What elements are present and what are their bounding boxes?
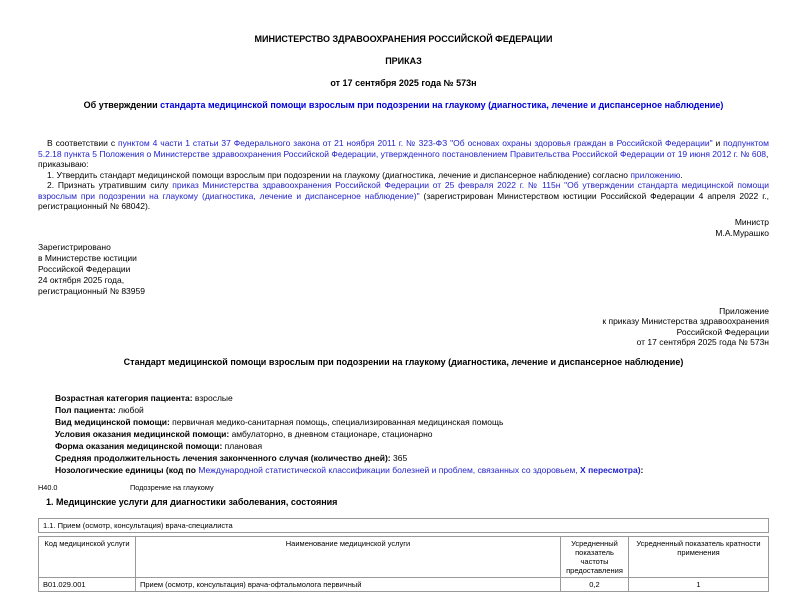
registration-line: Российской Федерации bbox=[38, 263, 131, 274]
appendix-line: Приложение bbox=[719, 305, 769, 316]
attribute-care-conditions bbox=[55, 428, 769, 440]
order-item-2 bbox=[38, 180, 769, 212]
regulation-link[interactable]: подпунктом 5.2.18 пункта 5 Положения о Министерстве здравоохранения Российской Федерации, утвержденного постановлением Правительства Российской Федерации от 19 июня 2012 г. № 608 bbox=[38, 138, 770, 159]
doc-title-link[interactable]: стандарта медицинской помощи взрослым при подозрении на глаукому (диагностика, лечение и диспансерное наблюдение) bbox=[160, 100, 724, 110]
attribute-sex bbox=[55, 404, 769, 416]
attribute-age-category bbox=[55, 392, 769, 404]
order-item-1-text: 1. Утвердить стандарт медицинской помощи взрослым при подозрении на глаукому (диагностика, лечение и диспансерное наблюдение) согласно bbox=[47, 169, 631, 180]
cell-frequency: 0,2 bbox=[561, 577, 629, 591]
icd-code-row bbox=[38, 483, 769, 492]
registration-line: 24 октября 2025 года, bbox=[38, 274, 125, 285]
registration-line: в Министерстве юстиции bbox=[38, 252, 137, 263]
ministry-name: МИНИСТЕРСТВО ЗДРАВООХРАНЕНИЯ РОССИЙСКОЙ ФЕДЕРАЦИИ bbox=[254, 34, 553, 44]
doc-title bbox=[38, 100, 769, 111]
standard-attributes bbox=[55, 392, 769, 476]
attribute-value: первичная медико-санитарная помощь, специализированная медицинская помощь bbox=[169, 416, 504, 427]
attribute-label: Средняя продолжительность лечения законченного случая (количество дней): bbox=[55, 452, 391, 463]
icd-code: H40.0 bbox=[38, 482, 58, 492]
registration-line: регистрационный № 83959 bbox=[38, 285, 145, 296]
attribute-label: Возрастная категория пациента: bbox=[55, 392, 193, 403]
preamble-text-1: В соответствии с bbox=[47, 138, 118, 148]
appendix-line: Российской Федерации bbox=[676, 326, 769, 337]
attribute-value: взрослые bbox=[192, 392, 233, 403]
column-header-service-code: Код медицинской услуги bbox=[39, 536, 136, 577]
attribute-value: любой bbox=[115, 404, 144, 415]
attribute-value: 365 bbox=[390, 452, 408, 463]
order-item-1-tail: . bbox=[680, 169, 683, 180]
order-item-2-tail: (зарегистрирован Министерством юстиции Российской Федерации 4 апреля 2022 г., регистрационный № 68042). bbox=[38, 190, 769, 211]
column-header-multiplicity: Усредненный показатель кратности применения bbox=[629, 536, 769, 577]
signer-title: Министр bbox=[734, 216, 769, 227]
doc-title-prefix: Об утверждении bbox=[83, 100, 161, 110]
federal-law-link[interactable]: пунктом 4 части 1 статьи 37 Федерального закона от 21 ноября 2011 г. № 323-ФЗ "Об основах охраны здоровья граждан в Российской Федерации" bbox=[117, 138, 713, 148]
attribute-care-form bbox=[55, 440, 769, 452]
standard-title: Стандарт медицинской помощи взрослым при подозрении на глаукому (диагностика, лечение и диспансерное наблюдение) bbox=[123, 356, 684, 367]
column-header-frequency: Усредненный показатель частоты предоставления bbox=[561, 536, 629, 577]
nosology-suffix: : bbox=[640, 464, 644, 475]
attribute-label: Пол пациента: bbox=[55, 404, 116, 415]
order-word: приказываю: bbox=[38, 159, 89, 169]
cell-service-code: B01.029.001 bbox=[39, 577, 136, 591]
registration-line: Зарегистрировано bbox=[38, 241, 111, 252]
preamble-text-2: и bbox=[712, 138, 724, 148]
signature-block bbox=[38, 217, 769, 239]
order-item-2-text: 2. Признать утратившим силу bbox=[47, 180, 173, 190]
attribute-avg-duration bbox=[55, 452, 769, 464]
appendix-line: к приказу Министерства здравоохранения bbox=[602, 316, 769, 326]
preamble-block bbox=[38, 138, 769, 212]
services-table bbox=[38, 536, 769, 592]
cell-service-name: Прием (осмотр, консультация) врача-офтальмолога первичный bbox=[136, 577, 561, 591]
attribute-nosology bbox=[55, 464, 769, 476]
table-section-band: 1.1. Прием (осмотр, консультация) врача-специалиста bbox=[38, 518, 769, 533]
appendix-line: от 17 сентября 2025 года № 573н bbox=[636, 337, 769, 347]
table-row bbox=[39, 577, 769, 591]
section-1-title: 1. Медицинские услуги для диагностики заболевания, состояния bbox=[46, 496, 338, 507]
doc-date-number: от 17 сентября 2025 года № 573н bbox=[330, 78, 477, 88]
attribute-value: амбулаторно, в дневном стационаре, стационарно bbox=[229, 428, 433, 439]
order-item-1 bbox=[38, 170, 769, 181]
icd-name: Подозрение на глаукому bbox=[130, 482, 214, 492]
attribute-label: Форма оказания медицинской помощи: bbox=[55, 440, 223, 451]
icd-revision-link[interactable]: X пересмотра) bbox=[577, 464, 641, 475]
repealed-order-link[interactable]: приказ Министерства здравоохранения Российской Федерации от 25 февраля 2022 г. № 115н "Об утверждении стандарта медицинской помощи взрослым при подозрении на глаукому (диагностика, лечение и диспансерное наблюдение)" bbox=[38, 180, 770, 201]
attribute-label: Условия оказания медицинской помощи: bbox=[55, 428, 230, 439]
column-header-service-name: Наименование медицинской услуги bbox=[136, 536, 561, 577]
attribute-care-kind bbox=[55, 416, 769, 428]
cell-multiplicity: 1 bbox=[629, 577, 769, 591]
attribute-label: Вид медицинской помощи: bbox=[55, 416, 170, 427]
doc-type: ПРИКАЗ bbox=[385, 56, 422, 66]
signer-name: М.А.Мурашко bbox=[715, 227, 769, 238]
annex-link[interactable]: приложению bbox=[630, 169, 681, 180]
preamble-paragraph bbox=[38, 138, 769, 159]
attribute-value: плановая bbox=[222, 440, 263, 451]
preamble-text-3: , bbox=[766, 148, 769, 159]
icd-classification-link[interactable]: Международной статистической классификации болезней и проблем, связанных со здоровьем, bbox=[198, 464, 578, 475]
nosology-label: Нозологические единицы (код по bbox=[55, 464, 199, 475]
registration-block bbox=[38, 242, 769, 297]
appendix-reference-block bbox=[38, 306, 769, 348]
